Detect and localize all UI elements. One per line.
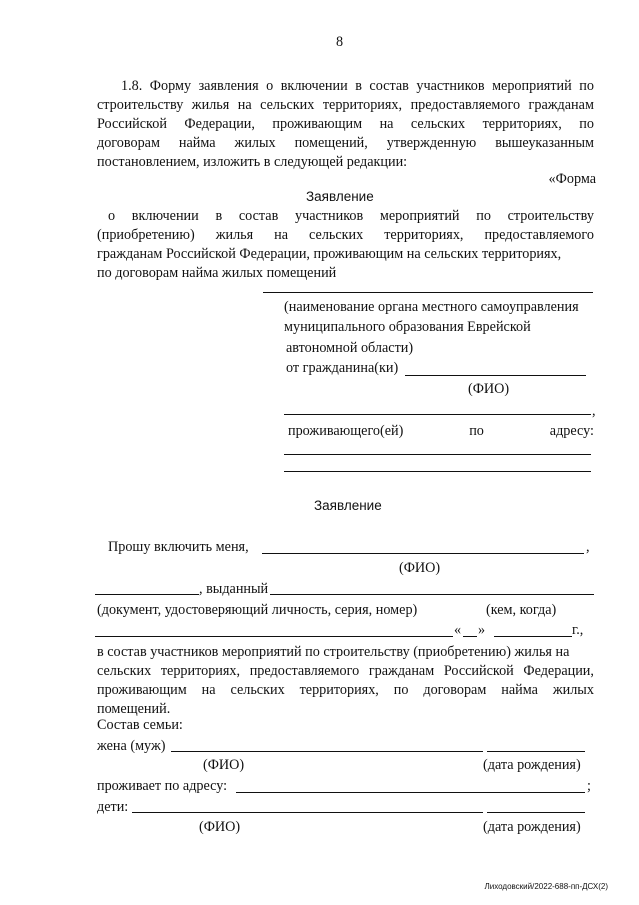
children-dob-caption: (дата рождения) (483, 819, 581, 835)
word: сельских (230, 682, 285, 698)
word: жилья (191, 97, 230, 113)
form-subtitle-line-3: гражданам Российской Федерации, проживающим на сельских территориях, (97, 246, 562, 262)
word: найма (178, 135, 216, 151)
word: сельских (97, 663, 152, 679)
word: строительству (97, 97, 184, 113)
from-citizen-label: от гражданина(ки) (286, 360, 399, 376)
word: жилых (234, 135, 276, 151)
word: в (355, 78, 362, 94)
addressee-name-line (284, 414, 591, 415)
spouse-fio-line (171, 751, 483, 752)
issued-by-line-2 (95, 636, 453, 637)
word: включении (280, 78, 348, 94)
word: предоставляемого (249, 663, 360, 679)
address-end: ; (587, 778, 591, 794)
word: сельских (309, 227, 364, 243)
word: сельских (410, 116, 466, 132)
request-fio-line (262, 553, 584, 554)
word: территориях, (160, 663, 241, 679)
children-dob-line (487, 812, 585, 813)
word: сельских (260, 97, 315, 113)
word: 1.8. (121, 78, 143, 94)
section-line-2 (97, 96, 594, 114)
word: заявления (198, 78, 259, 94)
word: территориях, (482, 116, 562, 132)
word: на (379, 116, 394, 132)
family-address-line (236, 792, 585, 793)
who-when-caption: (кем, когда) (486, 602, 557, 618)
word: договорам (423, 682, 487, 698)
org-caption-line-1: (наименование органа местного самоуправления (284, 299, 579, 315)
word: Федерации, (523, 663, 594, 679)
word: состав (369, 78, 409, 94)
word: предоставляемого (484, 227, 594, 243)
word: состав (238, 208, 279, 224)
document-caption: (документ, удостоверяющий личность, серия, номер) (97, 602, 418, 618)
body-line-1: в состав участников мероприятий по строительству (приобретению) жилья на (97, 644, 570, 660)
word: территориях, (322, 97, 403, 113)
request-fio-caption: (ФИО) (399, 560, 441, 576)
addressee-fio-caption: (ФИО) (468, 381, 510, 397)
word: по (579, 116, 594, 132)
date-close-quote: » (478, 622, 486, 638)
word: (приобретению) (97, 227, 195, 243)
address-line-2 (284, 471, 591, 472)
date-open-quote: « (454, 622, 462, 638)
org-name-line (263, 292, 593, 293)
org-caption-line-3: автономной области) (286, 340, 414, 356)
word: утвержденную (386, 135, 477, 151)
children-fio-caption: (ФИО) (199, 819, 241, 835)
word: вышеуказанным (495, 135, 594, 151)
spouse-fio-caption: (ФИО) (203, 757, 245, 773)
address-line-1 (284, 454, 591, 455)
form-title: Заявление (306, 189, 374, 204)
word: на (274, 227, 289, 243)
word: помещений, (294, 135, 368, 151)
spouse-dob-line (487, 751, 585, 752)
document-short-line (95, 594, 199, 595)
section-line-1 (121, 77, 594, 95)
word: по (469, 423, 484, 439)
form-subtitle-line-2 (97, 226, 594, 244)
request-label: Прошу включить меня, (108, 539, 249, 555)
children-label: дети: (97, 799, 129, 815)
word: о (266, 78, 274, 94)
issued-label: , выданный (199, 581, 269, 597)
forma-label: «Форма (548, 171, 596, 187)
word: по (393, 682, 409, 698)
word: мероприятий (379, 208, 460, 224)
request-comma: , (586, 539, 590, 555)
residing-label (288, 422, 594, 440)
word: жилых (552, 682, 594, 698)
word: гражданам (368, 663, 435, 679)
word: гражданам (528, 97, 594, 113)
from-citizen-line (405, 375, 586, 376)
children-fio-line (132, 812, 483, 813)
page-number: 8 (336, 34, 344, 50)
word: мероприятий (492, 78, 572, 94)
word: Российской (97, 116, 167, 132)
word: найма (501, 682, 538, 698)
family-label: Состав семьи: (97, 717, 183, 733)
word: о (108, 208, 116, 224)
word: на (237, 97, 252, 113)
word: предоставляемого (410, 97, 521, 113)
word: в (215, 208, 223, 224)
word: строительству (507, 208, 594, 224)
word: договорам (97, 135, 160, 151)
word: по (579, 78, 594, 94)
word: жилья (215, 227, 254, 243)
year-suffix: г., (572, 622, 584, 638)
word: территориях, (299, 682, 379, 698)
addressee-comma: , (592, 403, 596, 419)
word: по (476, 208, 491, 224)
date-month-line (494, 636, 572, 637)
word: участников (416, 78, 485, 94)
spouse-label: жена (муж) (97, 738, 166, 754)
body-line-3 (97, 681, 594, 699)
word: включении (131, 208, 199, 224)
word: проживающим (272, 116, 363, 132)
word: на (201, 682, 216, 698)
word: Форму (149, 78, 192, 94)
address-label: проживает по адресу: (97, 778, 228, 794)
word: проживающего(ей) (288, 423, 404, 439)
section-line-4 (97, 134, 594, 152)
statement-title: Заявление (314, 498, 382, 513)
issued-by-line (270, 594, 594, 595)
document-footer-code: Лиходовский/2022-688-пп-ДСХ(2) (484, 882, 608, 891)
section-line-3 (97, 115, 594, 133)
word: Российской (443, 663, 514, 679)
body-line-2 (97, 662, 594, 680)
word: участников (294, 208, 364, 224)
form-subtitle-line-4: по договорам найма жилых помещений (97, 265, 337, 281)
word: Федерации, (184, 116, 255, 132)
form-subtitle-line-1 (108, 207, 594, 225)
body-line-4: помещений. (97, 701, 171, 717)
date-day-line (463, 636, 477, 637)
word: адресу: (549, 423, 594, 439)
word: проживающим (97, 682, 187, 698)
word: территориях, (384, 227, 464, 243)
spouse-dob-caption: (дата рождения) (483, 757, 581, 773)
section-line-5: постановлением, изложить в следующей редакции: (97, 154, 408, 170)
org-caption-line-2: муниципального образования Еврейской (284, 319, 531, 335)
